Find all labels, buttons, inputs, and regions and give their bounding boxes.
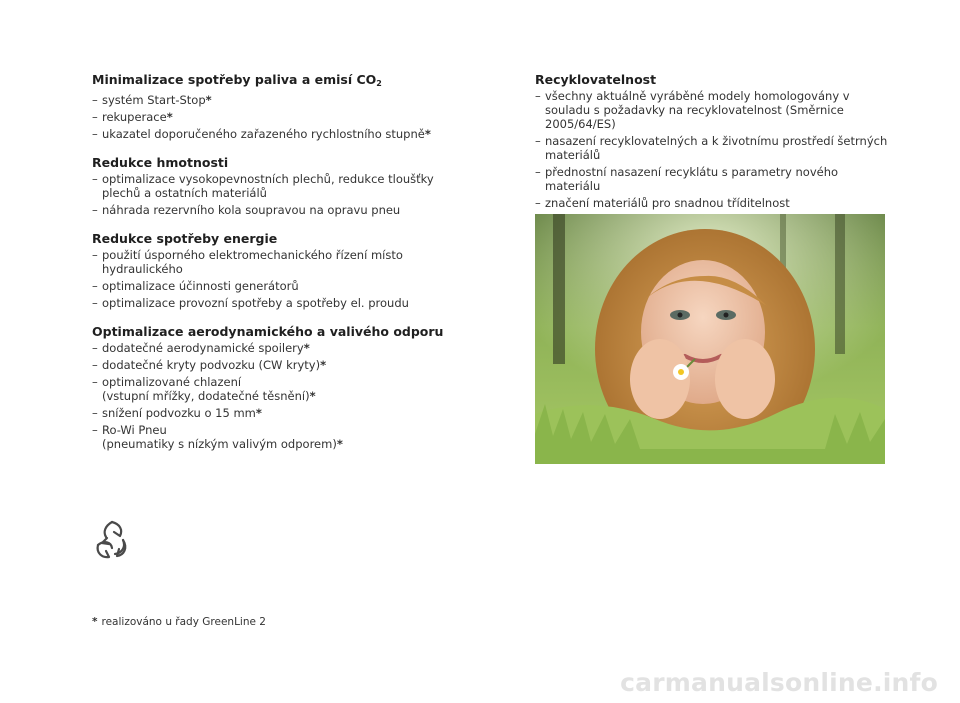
- list-item: – optimalizace vysokopevnostních plechů, redukce tloušťky plechů a ostatních materiálů: [92, 172, 452, 200]
- list-item: – nasazení recyklovatelných a k životnímu prostředí šetrných materiálů: [535, 134, 895, 162]
- section-energy-reduction: [92, 231, 452, 310]
- list-item: – Ro-Wi Pneu (pneumatiky s nízkým valivým odporem)*: [92, 423, 452, 451]
- list-item: – rekuperace*: [92, 110, 452, 124]
- footnote-asterisk: *: [92, 616, 98, 628]
- list-item: – optimalizace provozní spotřeby a spotřeby el. proudu: [92, 296, 452, 310]
- list-item: – snížení podvozku o 15 mm*: [92, 406, 452, 420]
- list-item: – všechny aktuálně vyráběné modely homologovány v souladu s požadavky na recyklovatelnost (Směrnice 2005/64/ES): [535, 89, 895, 131]
- section-heading: Optimalizace aerodynamického a valivého odporu: [92, 324, 444, 339]
- section-heading: Recyklovatelnost: [535, 72, 657, 87]
- section-weight-reduction: [92, 155, 452, 217]
- girl-in-grass-photo: [535, 214, 885, 464]
- section-recyclability: [535, 72, 895, 210]
- watermark-text: carmanualsonline.info: [620, 668, 938, 697]
- section-aerodynamics: [92, 324, 452, 451]
- list-item: – značení materiálů pro snadnou tříditelnost: [535, 196, 895, 210]
- footnote-text: realizováno u řady GreenLine 2: [101, 616, 266, 628]
- list-item: – ukazatel doporučeného zařazeného rychlostního stupně*: [92, 127, 452, 141]
- list-item: – náhrada rezervního kola soupravou na opravu pneu: [92, 203, 452, 217]
- footnote: [92, 616, 266, 628]
- list-item: – použití úsporného elektromechanického řízení místo hydraulického: [92, 248, 452, 276]
- list-item: – dodatečné aerodynamické spoilery*: [92, 341, 452, 355]
- section-heading: Minimalizace spotřeby paliva a emisí $CO_2$: [92, 72, 382, 88]
- list-item: – optimalizované chlazení (vstupní mřížky, dodatečné těsnění)*: [92, 375, 452, 403]
- section-fuel-emissions: [92, 72, 452, 141]
- section-heading: Redukce hmotnosti: [92, 155, 229, 170]
- co2-subscript: 2: [376, 79, 382, 88]
- list-item: – systém Start-Stop*: [92, 93, 452, 107]
- left-column: [92, 72, 452, 465]
- list-item: – optimalizace účinnosti generátorů: [92, 279, 452, 293]
- list-item: – dodatečné kryty podvozku (CW kryty)*: [92, 358, 452, 372]
- recycle-leaf-icon: [90, 518, 134, 562]
- right-column: [535, 72, 895, 224]
- section-heading: Redukce spotřeby energie: [92, 231, 278, 246]
- list-item: – přednostní nasazení recyklátu s parametry nového materiálu: [535, 165, 895, 193]
